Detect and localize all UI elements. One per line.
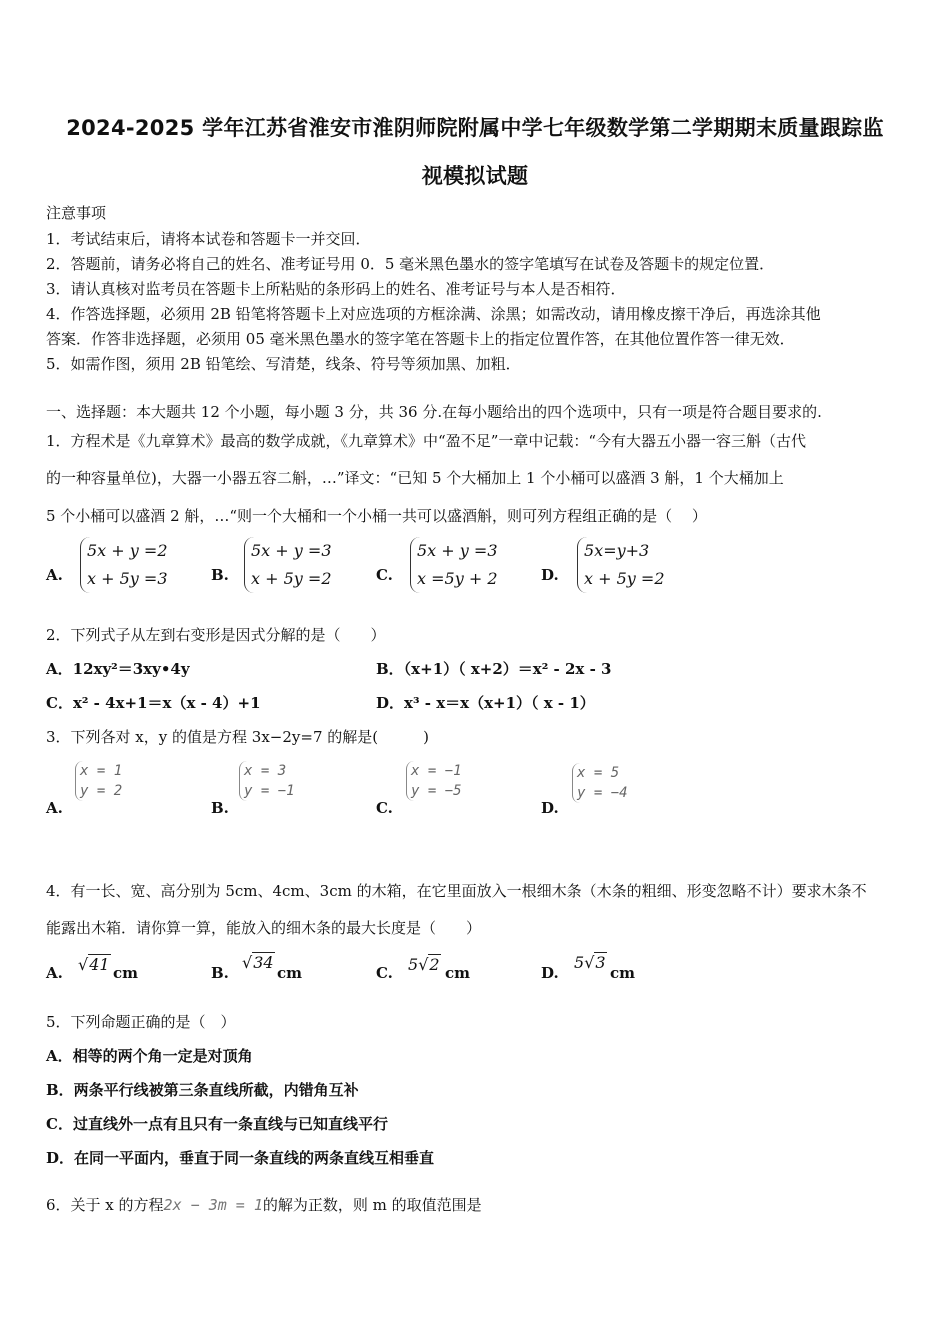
option-label: B. xyxy=(211,566,229,584)
option-text: A．12xy²＝3xy•4y xyxy=(46,660,190,678)
unit-label: cm xyxy=(277,964,303,982)
question-1-stem: 5 个小桶可以盛酒 2 斛，…“则一个大桶和一个小桶一共可以盛酒斛，则可列方程组正确的是（ ） xyxy=(46,507,707,525)
option-label: C. xyxy=(376,566,393,584)
unit-label: cm xyxy=(445,964,471,982)
notice-item: 答案．作答非选择题，必须用 05 毫米黑色墨水的签字笔在答题卡上的指定位置作答，在其他位置作答一律无效． xyxy=(46,330,795,348)
notice-item: 1．考试结束后，请将本试卷和答题卡一并交回． xyxy=(46,230,371,248)
equation-system: x = 1 y = 2 xyxy=(75,761,122,801)
notice-heading: 注意事项 xyxy=(46,204,107,222)
option-label: D. xyxy=(541,799,559,817)
sqrt-expression: √34 xyxy=(242,953,274,972)
notice-item: 2．答题前，请务必将自己的姓名、准考证号用 0．5 毫米黑色墨水的签字笔填写在试卷及答题卡的规定位置． xyxy=(46,255,775,273)
page-title-continued: 视模拟试题 xyxy=(421,164,529,188)
notice-item: 3．请认真核对监考员在答题卡上所粘贴的条形码上的姓名、准考证号与本人是否相符． xyxy=(46,280,626,298)
option-label: B. xyxy=(211,964,229,982)
option-text: D．x³ - x＝x（x+1）（ x - 1） xyxy=(376,694,595,712)
question-3-stem: 3．下列各对 x，y 的值是方程 3x−2y=7 的解是( ) xyxy=(46,728,429,746)
option-text: C．过直线外一点有且只有一条直线与已知直线平行 xyxy=(46,1115,388,1133)
option-text: B．两条平行线被第三条直线所截，内错角互补 xyxy=(46,1081,359,1099)
equation-system: x = 3 y = −1 xyxy=(239,761,295,801)
equation-system: 5x + y =3 x + 5y =2 xyxy=(244,537,332,593)
option-text: A．相等的两个角一定是对顶角 xyxy=(46,1047,253,1065)
equation-system: 5x + y =3 x =5y + 2 xyxy=(410,537,498,593)
equation-system: x = −1 y = −5 xyxy=(406,761,462,801)
question-6-stem: 6．关于 x 的方程2x − 3m = 1的解为正数，则 m 的取值范围是 xyxy=(46,1196,482,1214)
section-heading: 一、选择题：本大题共 12 个小题，每小题 3 分，共 36 分.在每小题给出的四个选项中，只有一项是符合题目要求的. xyxy=(46,403,822,421)
sqrt-expression: 5√3 xyxy=(574,953,606,972)
option-label: C. xyxy=(376,799,393,817)
question-1-stem: 1．方程术是《九章算术》最高的数学成就，《九章算术》中“盈不足”一章中记载：“今有大器五小器一容三斛（古代 xyxy=(46,432,807,450)
option-label: C. xyxy=(376,964,393,982)
sqrt-expression: 5√2 xyxy=(408,955,440,974)
option-label: A. xyxy=(46,799,63,817)
unit-label: cm xyxy=(113,964,139,982)
option-label: D. xyxy=(541,964,559,982)
question-4-stem: 4．有一长、宽、高分别为 5cm、4cm、3cm 的木箱，在它里面放入一根细木条（木条的粗细、形变忽略不计）要求木条不 xyxy=(46,882,867,900)
unit-label: cm xyxy=(610,964,636,982)
notice-item: 4．作答选择题，必须用 2B 铅笔将答题卡上对应选项的方框涂满、涂黑；如需改动，请用橡皮擦干净后，再选涂其他 xyxy=(46,305,821,323)
question-1-stem: 的一种容量单位)，大器一小器五容二斛，…”译文：“已知 5 个大桶加上 1 个小桶可以盛酒 3 斛，1 个大桶加上 xyxy=(46,469,784,487)
equation-image: 2x − 3m = 1 xyxy=(163,1196,263,1214)
question-2-stem: 2．下列式子从左到右变形是因式分解的是（ ） xyxy=(46,626,386,644)
question-5-stem: 5．下列命题正确的是（ ） xyxy=(46,1013,236,1031)
option-text: D．在同一平面内，垂直于同一条直线的两条直线互相垂直 xyxy=(46,1149,435,1167)
question-4-stem: 能露出木箱．请你算一算，能放入的细木条的最大长度是（ ） xyxy=(46,919,482,937)
notice-item: 5．如需作图，须用 2B 铅笔绘、写清楚，线条、符号等须加黑、加粗． xyxy=(46,355,521,373)
option-label: A. xyxy=(46,964,63,982)
option-label: B. xyxy=(211,799,229,817)
option-label: D. xyxy=(541,566,559,584)
option-label: A. xyxy=(46,566,63,584)
page-title: 2024-2025 学年江苏省淮安市淮阴师院附属中学七年级数学第二学期期末质量跟踪监 xyxy=(66,116,884,140)
equation-system: x = 5 y = −4 xyxy=(572,763,628,803)
equation-system: 5x + y =2 x + 5y =3 xyxy=(80,537,168,593)
option-text: B．（x+1）（ x+2）＝x² - 2x - 3 xyxy=(376,660,612,678)
sqrt-expression: √41 xyxy=(78,955,110,974)
equation-system: 5x=y+3 x + 5y =2 xyxy=(577,537,665,593)
option-text: C．x² - 4x+1＝x（x - 4）+1 xyxy=(46,694,261,712)
